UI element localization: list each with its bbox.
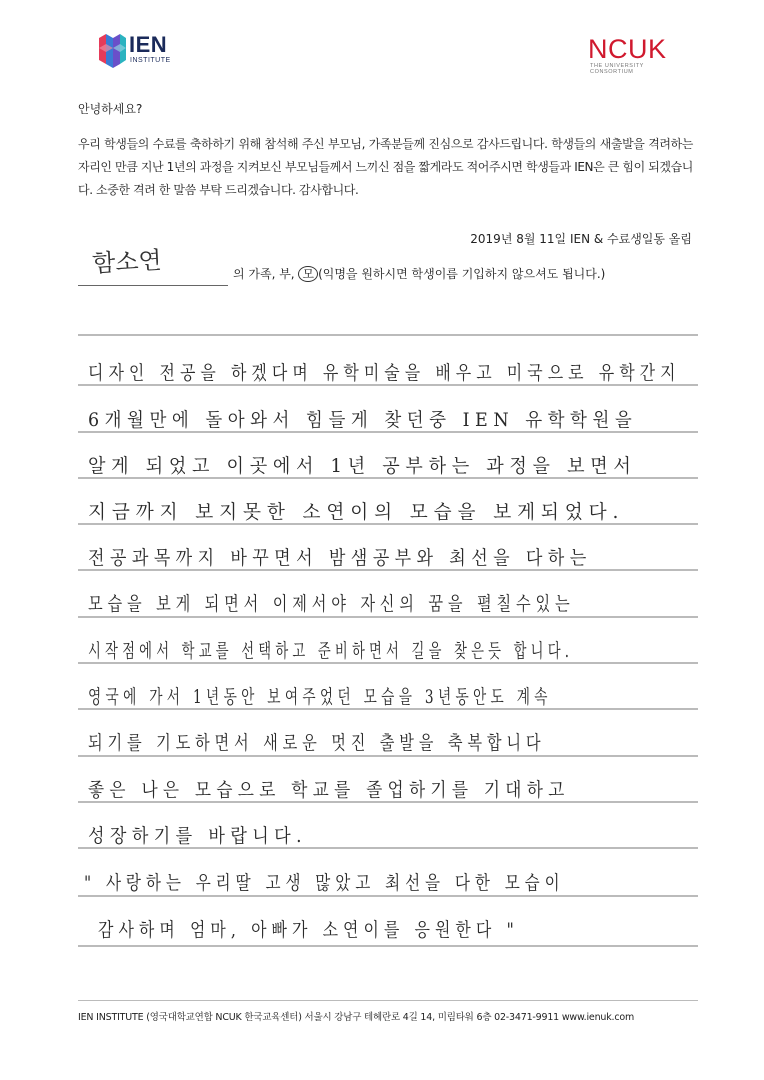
handwritten-line: 영국에 가서 1년동안 보여주었던 모습을 3년동안도 계속 <box>88 686 552 708</box>
ncuk-logo-sub: THE UNIVERSITY CONSORTIUM <box>590 63 644 75</box>
handwritten-line: 모습을 보게 되면서 이제서야 자신의 꿈을 펼칠수있는 <box>88 593 575 615</box>
handwritten-line: 시작점에서 학교를 선택하고 준비하면서 길을 찾은듯 합니다. <box>88 640 574 662</box>
handwritten-line: 되기를 기도하면서 새로운 멋진 출발을 축복합니다 <box>88 732 546 754</box>
greeting: 안녕하세요? <box>78 102 143 116</box>
footer-divider <box>78 1000 698 1001</box>
intro-paragraph: 우리 학생들의 수료를 축하하기 위해 참석해 주신 부모님, 가족분들께 진심으로 감사드립니다. 학생들의 새출발을 격려하는 자리인 만큼 지난 1년의 과정을 지켜보신 부모님들께서 느끼신 점을 짧게라도 적어주시면 학생들과 IEN은 큰 힘이 되겠습니다. 소중한 격려 한 말씀 부탁 드리겠습니다. 감사합니다. <box>78 137 693 197</box>
family-relation <box>233 265 605 282</box>
handwritten-line: 전공과목까지 바꾸면서 밤샘공부와 최선을 다하는 <box>88 547 592 569</box>
ien-logo <box>97 30 177 70</box>
ien-cube-icon <box>97 30 127 70</box>
relation-circled-mother: 모 <box>298 266 318 282</box>
handwritten-line: 지금까지 보지못한 소연이의 모습을 보게되었다. <box>88 501 625 523</box>
ien-logo-sub: INSTITUTE <box>130 57 171 64</box>
handwritten-line: 6개월만에 돌아와서 힘들게 찾던중 IEN 유학학원을 <box>88 409 638 431</box>
handwritten-line: 디자인 전공을 하겠다며 유학미술을 배우고 미국으로 유학간지 <box>88 362 681 384</box>
handwritten-line: 성장하기를 바랍니다. <box>88 825 307 847</box>
student-name-handwritten: 함소연 <box>91 246 163 278</box>
name-underline <box>78 285 228 286</box>
relation-prefix: 의 가족, 부, <box>233 267 295 281</box>
ncuk-logo-text: NCUK <box>588 34 667 64</box>
relation-note: (익명을 원하시면 학생이름 기입하지 않으셔도 됩니다.) <box>318 267 606 281</box>
ncuk-logo <box>588 34 688 74</box>
handwritten-line: 감사하며 엄마, 아빠가 소연이를 응원한다 " <box>98 919 519 941</box>
signature-line: 2019년 8월 11일 IEN & 수료생일동 올림 <box>470 232 692 246</box>
handwritten-line: 알게 되었고 이곳에서 1년 공부하는 과정을 보면서 <box>88 455 637 477</box>
handwritten-line: 좋은 나은 모습으로 학교를 졸업하기를 기대하고 <box>88 779 570 801</box>
ien-logo-text: IEN <box>129 32 168 57</box>
handwritten-line: " 사랑하는 우리딸 고생 많았고 최선을 다한 모습이 <box>84 872 565 894</box>
footer-address: IEN INSTITUTE (영국대학교연합 NCUK 한국교육센터) 서울시 강남구 테헤란로 4길 14, 미림타워 6층 02-3471-9911 www.ienuk.com <box>78 1012 635 1023</box>
